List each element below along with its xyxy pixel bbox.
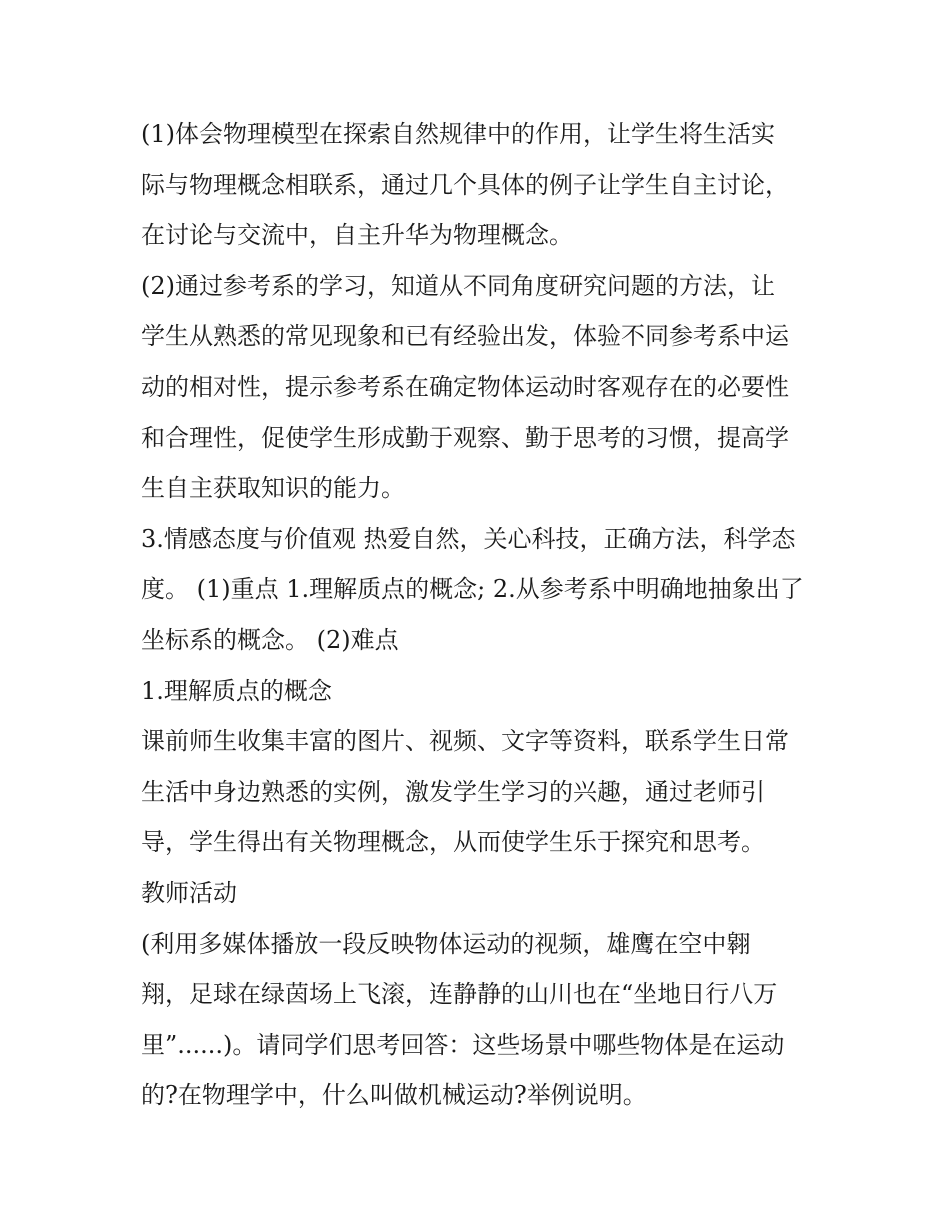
text-line: (1)体会物理模型在探索自然规律中的作用，让学生将生活实: [141, 120, 775, 148]
text-line: 课前师生收集丰富的图片、视频、文字等资料，联系学生日常: [141, 727, 789, 756]
text-line: 生活中身边熟悉的实例，激发学生学习的兴趣，通过老师引: [141, 777, 765, 806]
text-line: 际与物理概念相联系，通过几个具体的例子让学生自主讨论，: [141, 170, 789, 199]
section-heading: 1.理解质点的概念: [141, 676, 332, 705]
text-line: 导，学生得出有关物理概念，从而使学生乐于探究和思考。: [141, 828, 765, 857]
text-line: 和合理性，促使学生形成勤于观察、勤于思考的习惯，提高学: [141, 423, 789, 452]
text-line: 学生从熟悉的常见现象和已有经验出发，体验不同参考系中运: [141, 322, 789, 351]
text-line: (2)通过参考系的学习，知道从不同角度研究问题的方法，让: [141, 271, 775, 300]
text-line: (利用多媒体播放一段反映物体运动的视频，雄鹰在空中翱: [141, 929, 751, 958]
document-body: [141, 109, 821, 1121]
text-line: 在讨论与交流中，自主升华为物理概念。: [141, 221, 573, 250]
text-line: 坐标系的概念。 (2)难点: [141, 625, 399, 654]
text-line: 生自主获取知识的能力。: [141, 474, 405, 503]
section-heading: 教师活动: [141, 878, 237, 907]
text-line: 度。 (1)重点 1.理解质点的概念; 2.从参考系中明确地抽象出了: [141, 575, 804, 604]
text-line: 翔，足球在绿茵场上飞滚，连静静的山川也在“坐地日行八万: [141, 980, 778, 1009]
text-line: 3.情感态度与价值观 热爱自然，关心科技，正确方法，科学态: [141, 524, 796, 553]
text-line: 的?在物理学中，什么叫做机械运动?举例说明。: [141, 1081, 647, 1110]
text-line: 里”......)。请同学们思考回答：这些场景中哪些物体是在运动: [141, 1030, 785, 1059]
text-line: 动的相对性，提示参考系在确定物体运动时客观存在的必要性: [141, 372, 789, 401]
